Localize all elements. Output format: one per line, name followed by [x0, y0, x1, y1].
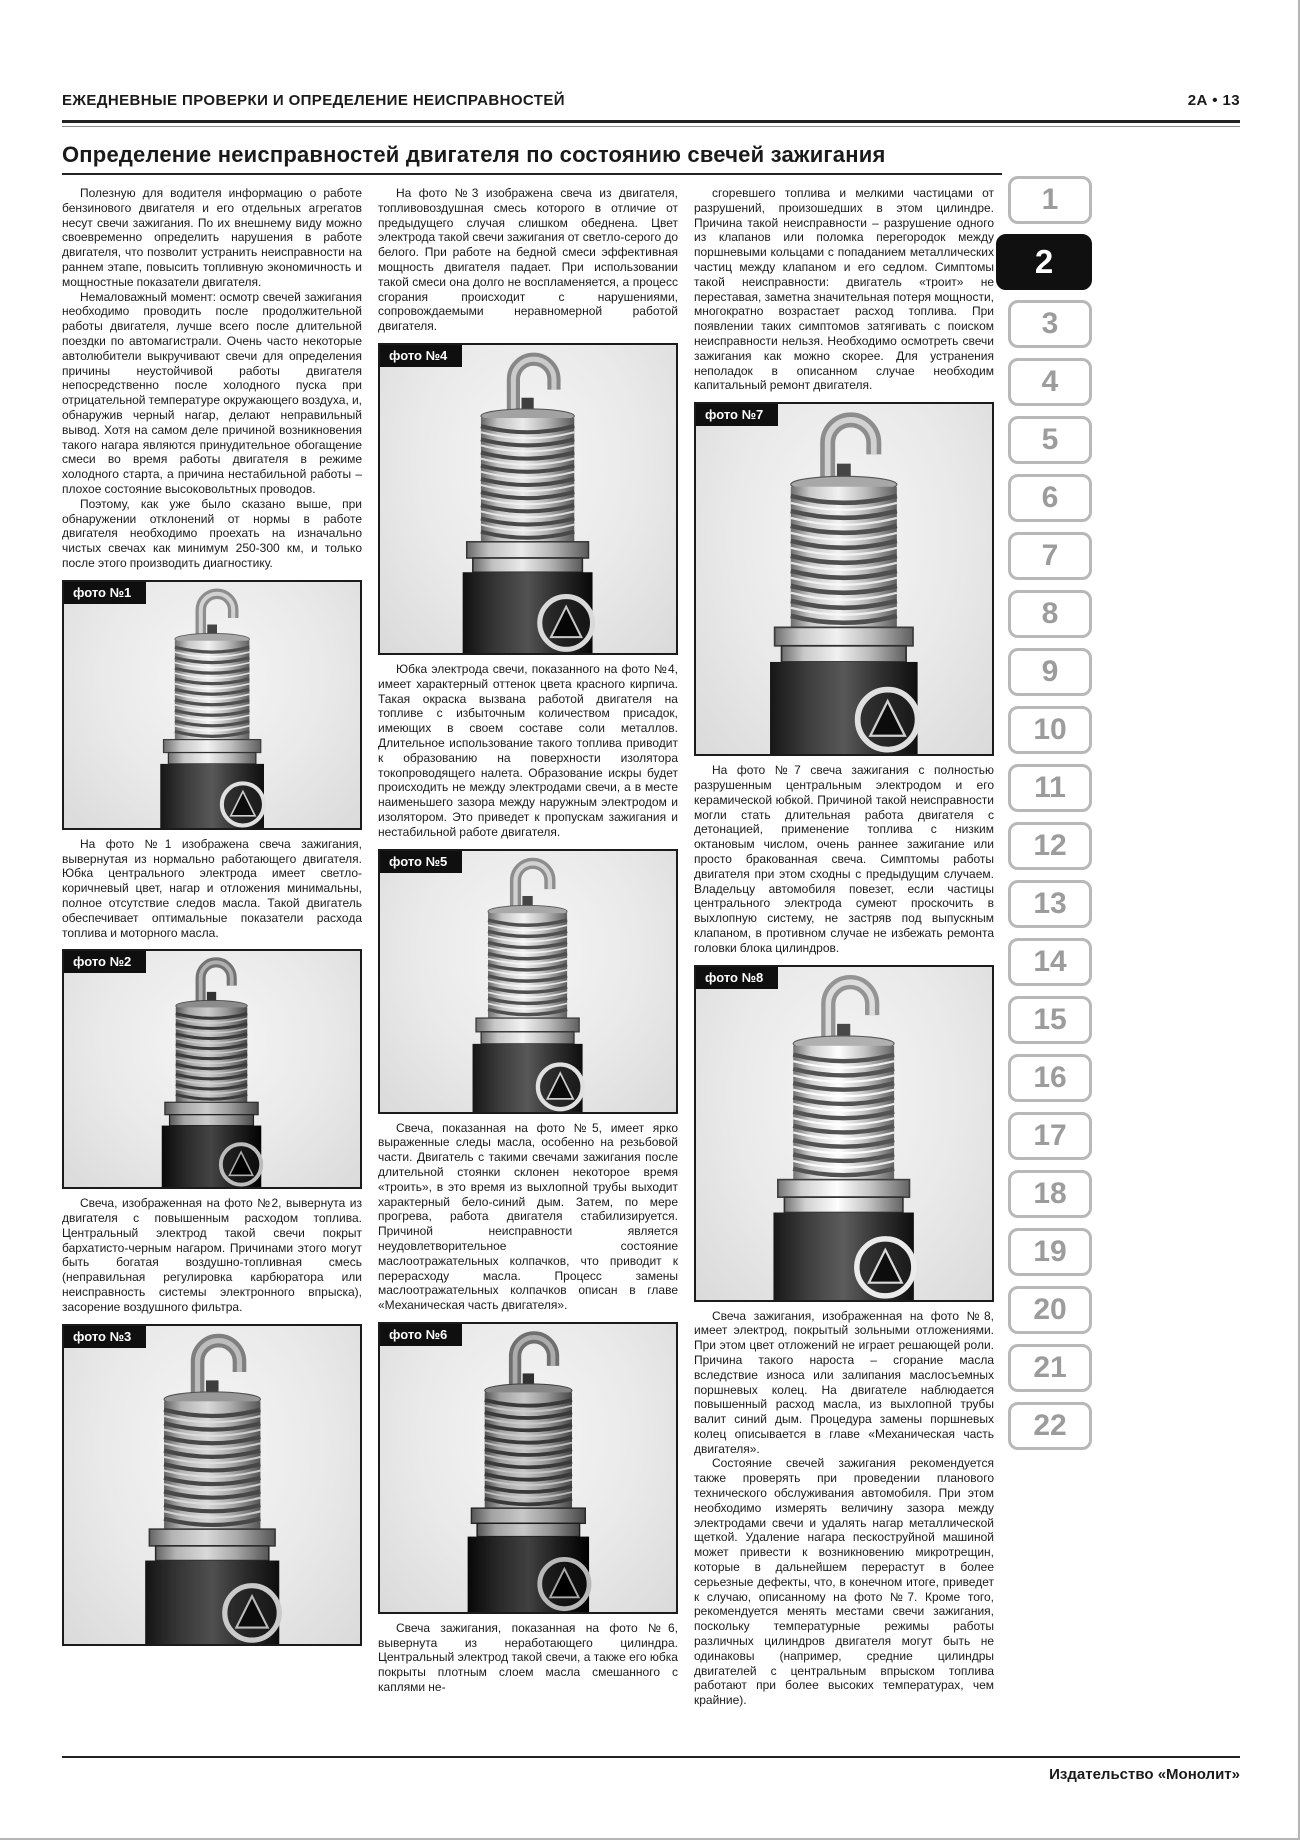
- chapter-tab-21: 21: [1008, 1344, 1092, 1392]
- column-1: [62, 186, 362, 1653]
- chapter-tab-1: 1: [1008, 176, 1092, 224]
- spark-plug-image: [126, 953, 297, 1189]
- chapter-tab-12: 12: [1008, 822, 1092, 870]
- page-header: [62, 92, 1240, 109]
- photo-3-label: фото №3: [64, 1326, 146, 1348]
- chapter-tab-16: 16: [1008, 1054, 1092, 1102]
- spark-plug-image: [97, 1328, 327, 1646]
- photo-1-label: фото №1: [64, 582, 146, 604]
- body-paragraph: На фото №3 изображена свеча из двигателя, топливовоздушная смесь которого в отличие от предыдущего случая слишком обеднена. Цвет электрода такой свечи зажигания от светло-серого до белого. При работе на бедной смеси эффективная мощность двигателя падает. При использовании такой смеси она долго не воспламеняется, а процесс сгорания происходит с нарушениями, сопровождаемыми неравномерной работой двигателя.: [378, 186, 678, 334]
- footer-rule: [62, 1756, 1240, 1758]
- spark-plug-image: [717, 406, 971, 756]
- chapter-tab-5: 5: [1008, 416, 1092, 464]
- chapter-tab-14: 14: [1008, 938, 1092, 986]
- chapter-tab-15: 15: [1008, 996, 1092, 1044]
- chapter-tab-20: 20: [1008, 1286, 1092, 1334]
- header-section-title: ЕЖЕДНЕВНЫЕ ПРОВЕРКИ И ОПРЕДЕЛЕНИЕ НЕИСПРАВНОСТЕЙ: [62, 92, 565, 109]
- chapter-tabs: [1008, 176, 1092, 1450]
- spark-plug-image: [723, 969, 964, 1302]
- chapter-tab-18: 18: [1008, 1170, 1092, 1218]
- photo-3-spark-plug-lean-mix: [62, 1324, 362, 1646]
- header-page-number: 2А • 13: [1187, 92, 1240, 109]
- chapter-tab-9: 9: [1008, 648, 1092, 696]
- chapter-tab-11: 11: [1008, 764, 1092, 812]
- photo-4-spark-plug-brick-red: [378, 343, 678, 655]
- photo-5-spark-plug-oily: [378, 849, 678, 1114]
- chapter-tab-19: 19: [1008, 1228, 1092, 1276]
- body-paragraph: Свеча, изображенная на фото №2, вывернута из двигателя с повышенным расходом топлива. Центральный электрод такой свечи покрыт бархатисто-черным нагаром. Причинами этого могут быть богатая воздушно-топливная смесь (неправильная регулировка карбюратора или неисправность системы электронного впрыска), засорение воздушного фильтра.: [62, 1196, 362, 1314]
- spark-plug-image: [416, 347, 639, 655]
- photo-2-spark-plug-sooty: [62, 949, 362, 1189]
- body-paragraph: Свеча, показанная на фото №5, имеет ярко выраженные следы масла, особенно на резьбовой части. Двигатель с такими свечами зажигания после длительной стоянки склонен некоторое время «троить», в это время из выхлопной трубы выходит характерный бело-синий дым. Затем, по мере прогрева, работа двигателя стабилизируется. Причиной неисправности является неудовлетворительное состояние маслоотражательных колпачков, что приводит к перерасходу масла. Процесс замены маслоотражательных колпачков описан в главе «Механическая часть двигателя».: [378, 1120, 678, 1313]
- page-title: Определение неисправностей двигателя по состоянию свечей зажигания: [62, 142, 1002, 175]
- body-paragraph: Свеча зажигания, показанная на фото №6, вывернута из неработающего цилиндра. Центральный электрод такой свечи, а также его юбка покрыты плотным слоем масла смешанного с каплями не-: [378, 1620, 678, 1695]
- spark-plug-image: [433, 853, 622, 1114]
- photo-2-label: фото №2: [64, 951, 146, 973]
- body-paragraph: Поэтому, как уже было сказано выше, при обнаружении отклонений от нормы в работе двигателя необходимо проехать на изначально чистых свечах как минимум 250-300 км, и только после этого производить диагностику.: [62, 496, 362, 570]
- body-paragraph: Полезную для водителя информацию о работе бензинового двигателя и его отдельных агрегатов несут свечи зажигания. По их внешнему виду можно своевременно определить нарушения в работе двигателя, что позволит устранить неисправности на раннем этапе, повысить топливную экономичность и мощностные показатели двигателя.: [62, 186, 362, 289]
- chapter-tab-8: 8: [1008, 590, 1092, 638]
- header-rule: [62, 120, 1240, 127]
- chapter-tab-4: 4: [1008, 358, 1092, 406]
- body-paragraph: На фото №7 свеча зажигания с полностью разрушенным центральным электродом и его керамической юбкой. Причиной такой неисправности могли стать длительная работа двигателя с детонацией, применение топлива с низким октановым числом, очень раннее зажигание или просто бракованная свеча. Симптомы работы двигателя при этом сходны с предыдущим случаем. Владельцу автомобиля повезет, если частицы центрального электрода сумеют проскочить в выхлопную систему, не застряв под выпускным клапаном, в противном случае не избежать ремонта головки блока цилиндров.: [694, 763, 994, 955]
- spark-plug-image: [123, 584, 301, 830]
- photo-7-spark-plug-broken-electrode: [694, 402, 994, 756]
- chapter-tab-10: 10: [1008, 706, 1092, 754]
- chapter-tab-3: 3: [1008, 300, 1092, 348]
- page-footer: [1049, 1766, 1240, 1783]
- photo-7-label: фото №7: [696, 404, 778, 426]
- chapter-tab-22: 22: [1008, 1402, 1092, 1450]
- body-paragraph: Состояние свечей зажигания рекомендуется также проверять при проведении планового технического обслуживания автомобиля. При этом необходимо измерять величину зазора между электродами свечи и удалять нагар металлической щеткой. Удаление нагара пескоструйной машиной может привести к возникновению микротрещин, которые в дальнейшем перерастут в более серьезные дефекты, что, в конечном итоге, приведет к случаю, описанному на фото №7. Кроме того, рекомендуется менять местами свечи зажигания, поскольку температурные режимы работы различных цилиндров двигателя могут быть не одинаковы (например, средние цилиндры двигателей с центральным впрыском топлива работают при более высоких температурах, чем крайние).: [694, 1456, 994, 1708]
- chapter-tab-13: 13: [1008, 880, 1092, 928]
- publisher-name: Издательство «Монолит»: [1049, 1766, 1240, 1783]
- body-paragraph: Юбка электрода свечи, показанного на фото №4, имеет характерный оттенок цвета красного кирпича. Такая окраска вызвана работой двигателя на топливе с избыточным количеством присадок, имеющих в своем составе соли металлов. Длительное использование такого топлива приводит к образованию на поверхности изолятора токопроводящего налета. Образование искры будет происходить не между электродами свечи, а в месте наименьшего зазора между наружным электродом и изолятором. Это приведет к пропускам зажигания и нестабильной работе двигателя.: [378, 661, 678, 839]
- photo-5-label: фото №5: [380, 851, 462, 873]
- spark-plug-image: [424, 1326, 633, 1614]
- photo-6-label: фото №6: [380, 1324, 462, 1346]
- photo-4-label: фото №4: [380, 345, 462, 367]
- photo-8-spark-plug-ash-deposits: [694, 965, 994, 1302]
- column-3: [694, 186, 994, 1708]
- body-paragraph: Немаловажный момент: осмотр свечей зажигания необходимо проводить после продолжительной работы двигателя, лучше всего после длительной поездки по автомагистрали. Очень часто некоторые автолюбители выкручивают свечи для определения причины неустойчивой работы двигателя непосредственно после холодного пуска при отрицательной температуре окружающего воздуха, и, обнаружив черный нагар, делают неправильный вывод. Хотя на самом деле причиной возникновения такого нагара являются принудительное обогащение смеси во время работы двигателя в режиме холодного старта, а причина нестабильной работы – плохое состояние высоковольтных проводов.: [62, 289, 362, 496]
- chapter-tab-17: 17: [1008, 1112, 1092, 1160]
- column-2: [378, 186, 678, 1695]
- photo-8-label: фото №8: [696, 967, 778, 989]
- chapter-tab-2: 2: [996, 234, 1092, 290]
- body-paragraph: Свеча зажигания, изображенная на фото №8, имеет электрод, покрытый зольными отложениями. При этом цвет отложений не играет решающей роли. Причина такого нароста – сгорание масла вследствие износа или залипания маслосъемных поршневых колец. На двигателе наблюдается повышенный расход масла, из выхлопной трубы валит синий дым. Процедура замены поршневых колец описывается в главе «Механическая часть двигателя».: [694, 1308, 994, 1456]
- chapter-tab-6: 6: [1008, 474, 1092, 522]
- body-paragraph: На фото №1 изображена свеча зажигания, вывернутая из нормально работающего двигателя. Юбка центрального электрода имеет светло-коричневый цвет, нагар и отложения минимальны, полное отсутствие следов масла. Такой двигатель обеспечивает оптимальные показатели расхода топлива и моторного масла.: [62, 836, 362, 940]
- body-paragraph: сгоревшего топлива и мелкими частицами от разрушений, произошедших в этом цилиндре. Причина такой неисправности – разрушение одного из клапанов или поломка перегородок между поршневыми кольцами с попаданием металлических частиц между клапаном и его седлом. Симптомы такой неисправности: двигатель «троит» не переставая, заметна значительная потеря мощности, многократно возрастает расход топлива. При появлении таких симптомов затягивать с поиском неисправности нельзя. Необходимо осмотреть свечи зажигания как можно скорее. Для устранения неполадок в описанном случае необходим капитальный ремонт двигателя.: [694, 186, 994, 393]
- photo-6-spark-plug-dead-cylinder: [378, 1322, 678, 1614]
- photo-1-spark-plug-normal: [62, 580, 362, 830]
- chapter-tab-7: 7: [1008, 532, 1092, 580]
